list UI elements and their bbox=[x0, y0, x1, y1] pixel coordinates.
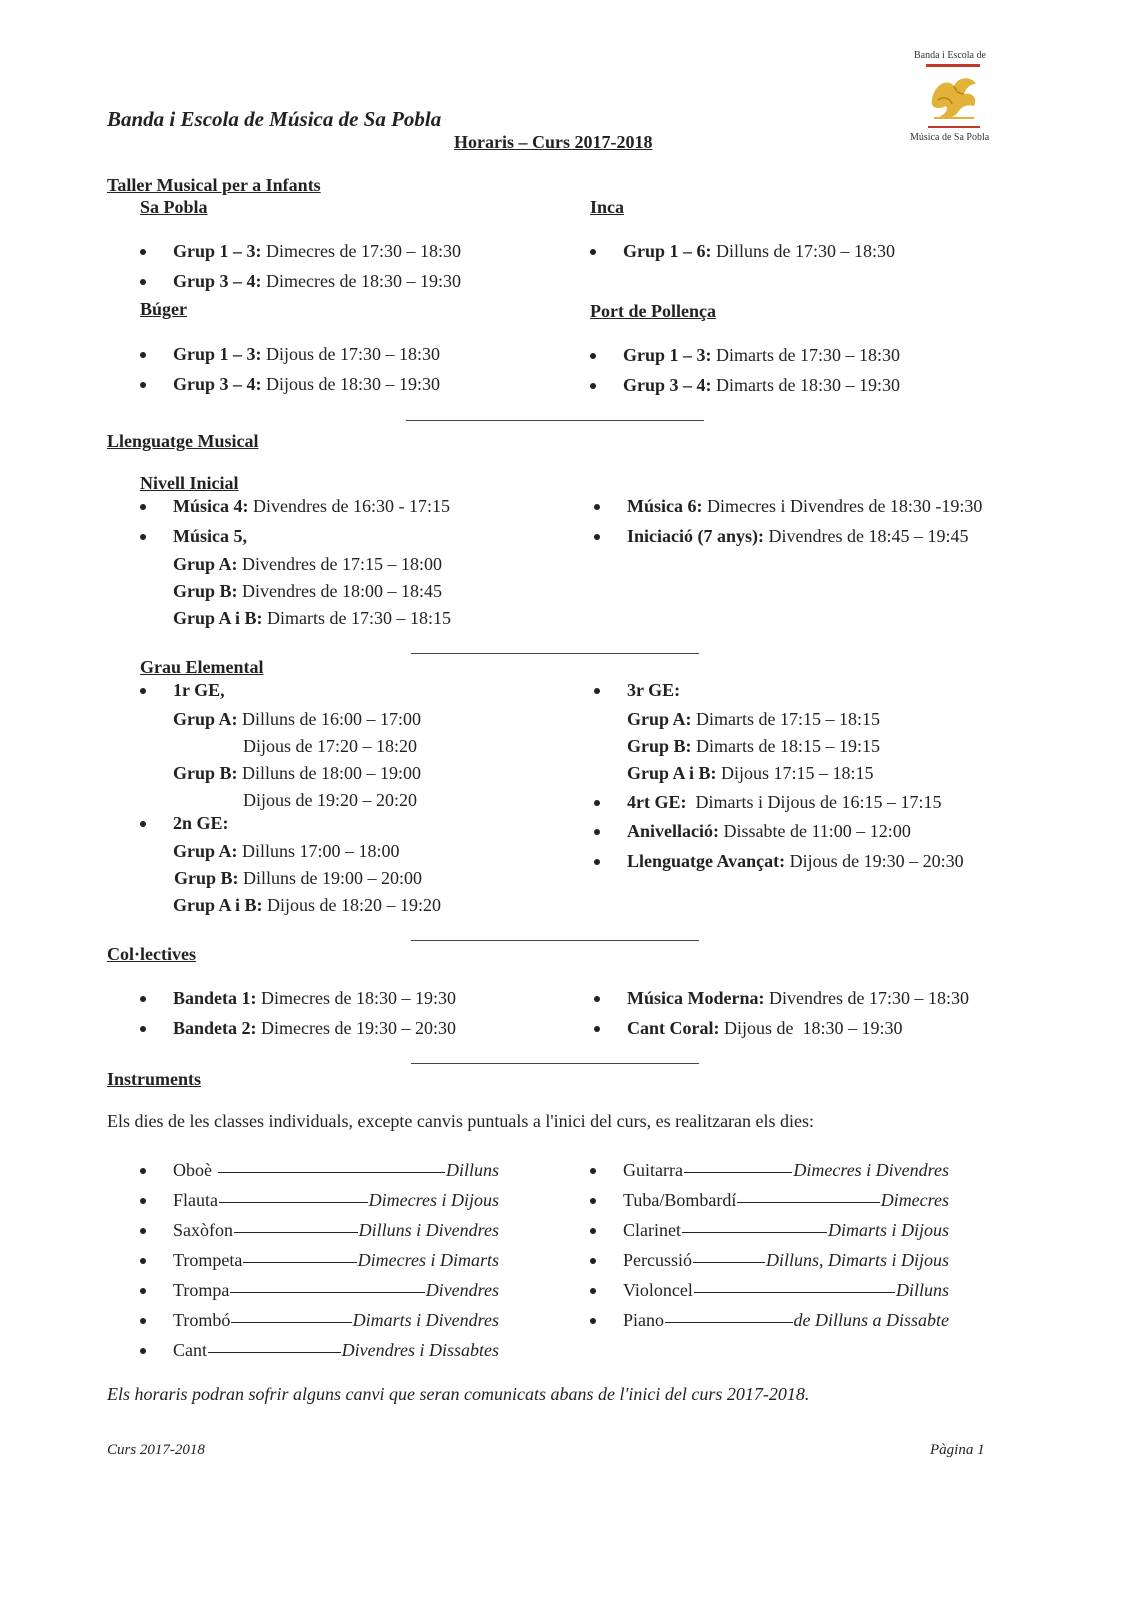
subsection-nivell-inicial: Nivell Inicial bbox=[140, 473, 239, 493]
logo-text-top: Banda i Escola de bbox=[914, 50, 986, 61]
instrument-item: Violoncel Dilluns bbox=[623, 1280, 949, 1300]
instrument-item: Clarinet Dimarts i Dijous bbox=[623, 1220, 949, 1240]
divider bbox=[411, 653, 699, 654]
subsection-buger: Búger bbox=[140, 299, 187, 319]
schedule-line: Grup A: Dilluns de 16:00 – 17:00 bbox=[173, 709, 422, 729]
instrument-item: Guitarra Dimecres i Divendres bbox=[623, 1160, 949, 1180]
list-item: Grup 1 – 3: Dimecres de 17:30 – 18:30 bbox=[173, 241, 461, 261]
section-title-taller: Taller Musical per a Infants bbox=[107, 175, 321, 195]
instrument-item: Flauta Dimecres i Dijous bbox=[173, 1190, 499, 1210]
logo-text-bottom: Música de Sa Pobla bbox=[910, 132, 990, 143]
list-item: Llenguatge Avançat: Dijous de 19:30 – 20:30 bbox=[627, 851, 964, 871]
schedule-line: Grup A i B: Dimarts de 17:30 – 18:15 bbox=[173, 608, 452, 628]
subsection-sapobla: Sa Pobla bbox=[140, 197, 208, 217]
list-item: Iniciació (7 anys): Divendres de 18:45 – 19:45 bbox=[627, 526, 969, 546]
subsection-grau-elemental: Grau Elemental bbox=[140, 657, 264, 677]
subsection-port-pollenca: Port de Pollença bbox=[590, 301, 716, 321]
instrument-item: Percussió Dilluns, Dimarts i Dijous bbox=[623, 1250, 949, 1270]
instrument-item: Piano de Dilluns a Dissabte bbox=[623, 1310, 949, 1330]
divider bbox=[406, 420, 704, 421]
list-item: Grup 1 – 3: Dijous de 17:30 – 18:30 bbox=[173, 344, 441, 364]
list-item: Grup 1 – 3: Dimarts de 17:30 – 18:30 bbox=[623, 345, 900, 365]
list-item: Bandeta 1: Dimecres de 18:30 – 19:30 bbox=[173, 988, 456, 1008]
list-item: Bandeta 2: Dimecres de 19:30 – 20:30 bbox=[173, 1018, 456, 1038]
list-item: Música 4: Divendres de 16:30 - 17:15 bbox=[173, 496, 450, 516]
list-item: Música 5, bbox=[173, 526, 247, 546]
list-item: 1r GE, bbox=[173, 680, 225, 700]
instrument-item: Tuba/Bombardí Dimecres bbox=[623, 1190, 949, 1210]
schedule-note: Els horaris podran sofrir alguns canvi que seran comunicats abans de l'inici del curs 2017-2018. bbox=[107, 1384, 810, 1404]
schedule-line: Grup A: Dilluns 17:00 – 18:00 bbox=[173, 841, 400, 861]
schedule-line: Grup B: Dilluns de 18:00 – 19:00 bbox=[173, 763, 422, 783]
list-item: Grup 3 – 4: Dijous de 18:30 – 19:30 bbox=[173, 374, 441, 394]
list-item: 4rt GE: Dimarts i Dijous de 16:15 – 17:15 bbox=[627, 792, 942, 812]
section-title-collectives: Col·lectives bbox=[107, 944, 196, 964]
instrument-item: Trombó Dimarts i Divendres bbox=[173, 1310, 499, 1330]
schedule-line: Grup B: Divendres de 18:00 – 18:45 bbox=[173, 581, 442, 601]
instrument-item: Trompeta Dimecres i Dimarts bbox=[173, 1250, 499, 1270]
schedule-line: Grup A i B: Dijous 17:15 – 18:15 bbox=[627, 763, 874, 783]
instrument-item: Trompa Divendres bbox=[173, 1280, 499, 1300]
schedule-line: Dijous de 19:20 – 20:20 bbox=[243, 790, 417, 810]
divider bbox=[411, 1063, 699, 1064]
footer-course: Curs 2017-2018 bbox=[107, 1442, 205, 1458]
list-item: Grup 3 – 4: Dimecres de 18:30 – 19:30 bbox=[173, 271, 461, 291]
schedule-line: Dijous de 17:20 – 18:20 bbox=[243, 736, 417, 756]
instrument-item: Saxòfon Dilluns i Divendres bbox=[173, 1220, 499, 1240]
divider bbox=[411, 940, 699, 941]
subsection-inca: Inca bbox=[590, 197, 625, 217]
school-logo bbox=[908, 48, 998, 148]
page-subtitle: Horaris – Curs 2017-2018 bbox=[454, 132, 653, 152]
schedule-line: Grup B: Dimarts de 18:15 – 19:15 bbox=[627, 736, 880, 756]
schedule-line: Grup B: Dilluns de 19:00 – 20:00 bbox=[174, 868, 423, 888]
list-item: Anivellació: Dissabte de 11:00 – 12:00 bbox=[627, 821, 911, 841]
list-item: Música Moderna: Divendres de 17:30 – 18:30 bbox=[627, 988, 969, 1008]
instrument-item: Oboè Dilluns bbox=[173, 1160, 499, 1180]
instrument-item: Cant Divendres i Dissabtes bbox=[173, 1340, 499, 1360]
instruments-intro: Els dies de les classes individuals, excepte canvis puntuals a l'inici del curs, es realitzaran els dies: bbox=[107, 1111, 815, 1131]
page-number: Pàgina 1 bbox=[930, 1442, 985, 1458]
winged-lion-emblem-icon bbox=[924, 70, 984, 126]
list-item: Grup 1 – 6: Dilluns de 17:30 – 18:30 bbox=[623, 241, 896, 261]
list-item: Cant Coral: Dijous de 18:30 – 19:30 bbox=[627, 1018, 903, 1038]
list-item: 2n GE: bbox=[173, 813, 229, 833]
page-title: Banda i Escola de Música de Sa Pobla bbox=[107, 107, 442, 131]
list-item: 3r GE: bbox=[627, 680, 681, 700]
list-item: Música 6: Dimecres i Divendres de 18:30 -19:30 bbox=[627, 496, 983, 516]
schedule-line: Grup A i B: Dijous de 18:20 – 19:20 bbox=[173, 895, 442, 915]
schedule-line: Grup A: Divendres de 17:15 – 18:00 bbox=[173, 554, 442, 574]
list-item: Grup 3 – 4: Dimarts de 18:30 – 19:30 bbox=[623, 375, 900, 395]
schedule-line: Grup A: Dimarts de 17:15 – 18:15 bbox=[627, 709, 880, 729]
section-title-instruments: Instruments bbox=[107, 1069, 202, 1089]
section-title-llenguatge: Llenguatge Musical bbox=[107, 431, 259, 451]
